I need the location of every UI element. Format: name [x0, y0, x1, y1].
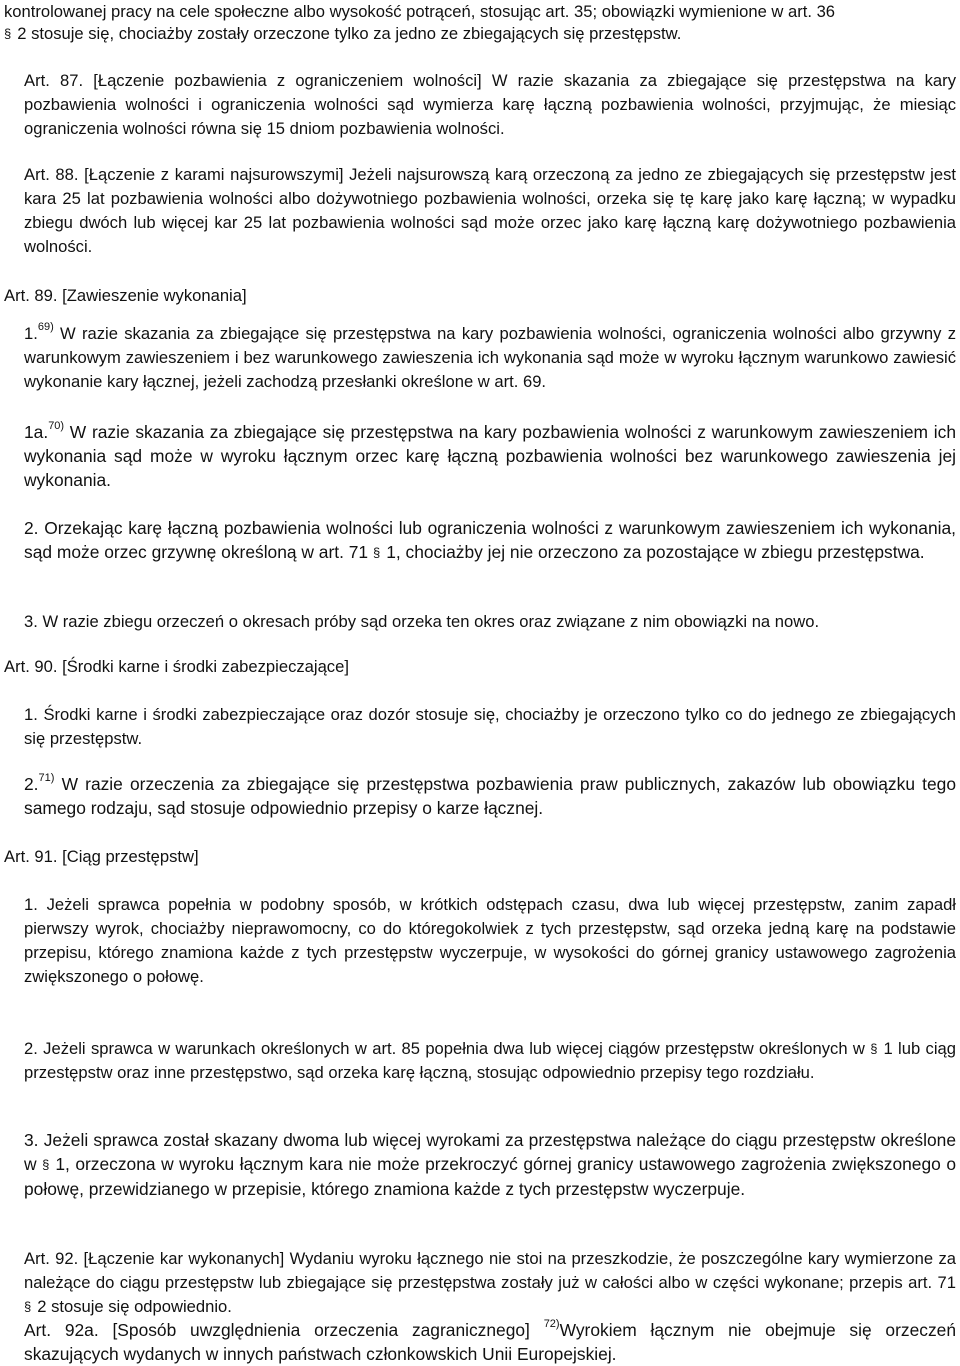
- section-sign-icon: §: [4, 26, 12, 41]
- section-sign-icon: §: [870, 1041, 878, 1056]
- art-89-para-2: 2. Orzekając karę łączną pozbawienia wolności lub ograniczenia wolności z warunkowym zawieszeniem ich wykonania, sąd może orzec grzywnę określoną w art. 71 § 1, chociażby jej nie orzeczono za pozostające w zbiegu przestępstwa.: [4, 516, 956, 565]
- art-92: Art. 92. [Łączenie kar wykonanych] Wydaniu wyroku łącznego nie stoi na przeszkodzie, że poszczególne kary wymierzone za należące do ciągu przestępstw lub zbiegające się przestępstwa zostały już w całości albo w części wykonane; przepis art. 71 § 2 stosuje się odpowiednio.: [4, 1247, 956, 1319]
- art-91-para-1: 1. Jeżeli sprawca popełnia w podobny sposób, w krótkich odstępach czasu, dwa lub więcej przestępstw, zanim zapadł pierwszy wyrok, chociażby nieprawomocny, co do któregokolwiek z tych przestępstw, sąd orzeka jedną karę na podstawie przepisu, którego znamiona każde z tych przestępstw wyczerpuje, w wysokości do górnej granicy ustawowego zagrożenia zwiększonego o połowę.: [24, 895, 956, 986]
- section-sign-icon: §: [24, 1299, 32, 1314]
- art-90-para-2: 2.$^{71)}$ W razie orzeczenia za zbiegające się przestępstwa pozbawienia praw publicznych, zakazów lub obowiązku tego samego rodzaju, sąd stosuje odpowiednio przepisy o karze łącznej.: [24, 772, 956, 818]
- art-90-para-1: 1. Środki karne i środki zabezpieczające oraz dozór stosuje się, chociażby je orzeczono tylko co do jednego ze zbiegających się przestępstw.: [24, 705, 956, 748]
- art-88: Art. 88. [Łączenie z karami najsurowszymi] Jeżeli najsurowszą karą orzeczoną za jedno ze zbiegających się przestępstw jest kara 25 lat pozbawienia wolności albo dożywotniego pozbawienia wolności, orzeka się tę karę jako karę łączną; w wypadku zbiegu dwóch lub więcej kar 25 lat pozbawienia wolności sąd może orzec jako karę łączną karę dożywotniego pozbawienia wolności.: [24, 165, 956, 256]
- art-90-title: Art. 90. [Środki karne i środki zabezpieczające]: [4, 657, 349, 676]
- art-89-title: Art. 89. [Zawieszenie wykonania]: [4, 286, 247, 305]
- art-89-para-1a: 1a.$^{70)}$ W razie skazania za zbiegające się przestępstwa na kary pozbawienia wolności z warunkowym zawieszeniem ich wykonania sąd może w wyroku łącznym orzec karę łączną pozbawienia wolności bez warunkowego zawieszenia jej wykonania.: [24, 420, 956, 490]
- art-91-para-3: 3. Jeżeli sprawca został skazany dwoma lub więcej wyrokami za przestępstwa należące do ciągu przestępstw określone w § 1, orzeczona w wyroku łącznym kara nie może przekroczyć górnej granicy ustawowego zagrożenia zwiększonego o połowę, przewidzianego w przepisie, którego znamiona każde z tych przestępstw wyczerpuje.: [24, 1130, 956, 1199]
- art-89-para-3: 3. W razie zbiegu orzeczeń o okresach próby sąd orzeka ten okres oraz związane z nim obowiązki na nowo.: [24, 612, 820, 631]
- art-91-title: Art. 91. [Ciąg przestępstw]: [4, 847, 199, 866]
- art-91-para-2: 2. Jeżeli sprawca w warunkach określonych w art. 85 popełnia dwa lub więcej ciągów przestępstw określonych w § 1 lub ciąg przestępstw oraz inne przestępstwo, sąd orzeka karę łączną, stosując odpowiednio przepisy tego rozdziału.: [24, 1039, 956, 1082]
- art-89-para-1: 1.$^{69)}$ W razie skazania za zbiegające się przestępstwa na kary pozbawienia wolności, ograniczenia wolności albo grzywny z warunkowym zawieszeniem i bez warunkowego zawieszenia ich wykonania sąd może w wyroku łącznym warunkowo zawiesić wykonanie kary łącznej, jeżeli zachodzą przesłanki określone w art. 69.: [24, 321, 956, 391]
- art-87: Art. 87. [Łączenie pozbawienia z ograniczeniem wolności] W razie skazania za zbiegające się przestępstwa na kary pozbawienia wolności i ograniczenia wolności sąd wymierza karę łączną pozbawienia wolności, przyjmując, że miesiąc ograniczenia wolności równa się 15 dniom pozbawienia wolności.: [24, 71, 956, 138]
- fragment-line-1: kontrolowanej pracy na cele społeczne albo wysokość potrąceń, stosując art. 35; obowiązki wymienione w art. 36: [4, 2, 836, 21]
- section-sign-icon: §: [372, 545, 381, 560]
- art-92a: Art. 92a. [Sposób uwzględnienia orzeczenia zagranicznego] $^{72)}$Wyrokiem łącznym nie obejmuje się orzeczeń skazujących wydanych w innych państwach członkowskich Unii Europejskiej.: [24, 1318, 956, 1364]
- fragment-line-2: § 2 stosuje się, chociażby zostały orzeczone tylko za jedno ze zbiegających się przestępstw.: [4, 22, 681, 46]
- section-sign-icon: §: [42, 1157, 50, 1172]
